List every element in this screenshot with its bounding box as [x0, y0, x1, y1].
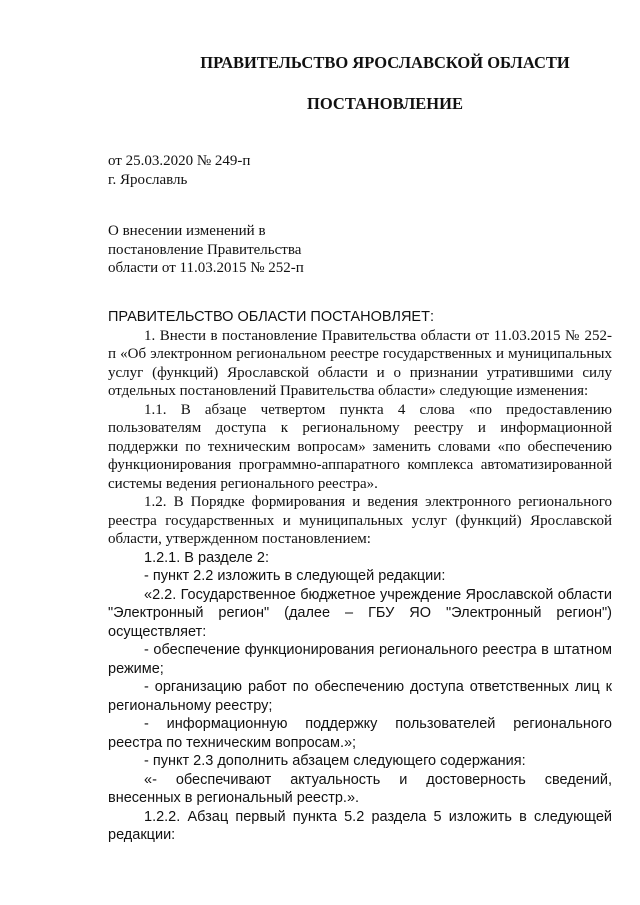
document-header	[0, 54, 640, 113]
body-paragraph: 1.1. В абзаце четвертом пункта 4 слова «по предоставлению пользователям доступа к региональному реестру и информационной поддержки по техническим вопросам» заменить словами «по обеспечению функционирования программно-аппаратного комплекса автоматизированной системы ведения регионального реестра».	[108, 401, 612, 492]
body-paragraph: «2.2. Государственное бюджетное учреждение Ярославской области "Электронный регион" (далее – ГБУ ЯО "Электронный регион") осуществляет:	[108, 586, 612, 640]
resolves-heading: ПРАВИТЕЛЬСТВО ОБЛАСТИ ПОСТАНОВЛЯЕТ:	[108, 309, 434, 325]
body-paragraph: - организацию работ по обеспечению доступа ответственных лиц к региональному реестру;	[108, 679, 612, 714]
subject-line: О внесении изменений в	[108, 223, 266, 239]
document-subject	[108, 222, 304, 278]
body-paragraph: - пункт 2.3 дополнить абзацем следующего содержания:	[144, 753, 526, 769]
body-paragraph: 1.2. В Порядке формирования и ведения электронного регионального реестра государственных и муниципальных услуг (функций) Ярославской области, утвержденном постановлением:	[108, 494, 612, 547]
city: г. Ярославль	[108, 171, 188, 188]
body-paragraph: 1. Внести в постановление Правительства области от 11.03.2015 № 252-п «Об электронном региональном реестре государственных и муниципальных услуг (функций) Ярославской области и о признании утратившими силу отдельных постановлений Правительства области» следующие изменения:	[108, 327, 612, 399]
government-title: ПРАВИТЕЛЬСТВО ЯРОСЛАВСКОЙ ОБЛАСТИ	[200, 53, 570, 72]
body-paragraph: 1.2.2. Абзац первый пункта 5.2 раздела 5 изложить в следующей редакции:	[108, 808, 612, 843]
body-paragraph: - пункт 2.2 изложить в следующей редакции:	[144, 568, 446, 584]
body-paragraph: 1.2.1. В разделе 2:	[144, 549, 269, 566]
document-type-title: ПОСТАНОВЛЕНИЕ	[307, 93, 463, 113]
body-paragraph: - информационную поддержку пользователей регионального реестра по техническим вопросам.»;	[108, 716, 612, 751]
date-and-number: от 25.03.2020 № 249-п	[108, 153, 251, 169]
body-paragraph: - обеспечение функционирования регионального реестра в штатном режиме;	[108, 642, 612, 677]
subject-line: постановление Правительства	[108, 241, 302, 258]
document-meta	[108, 152, 250, 189]
subject-line: области от 11.03.2015 № 252-п	[108, 260, 304, 276]
document-body	[108, 308, 612, 845]
body-paragraph: «- обеспечивают актуальность и достоверность сведений, внесенных в региональный реестр.».	[108, 771, 612, 806]
